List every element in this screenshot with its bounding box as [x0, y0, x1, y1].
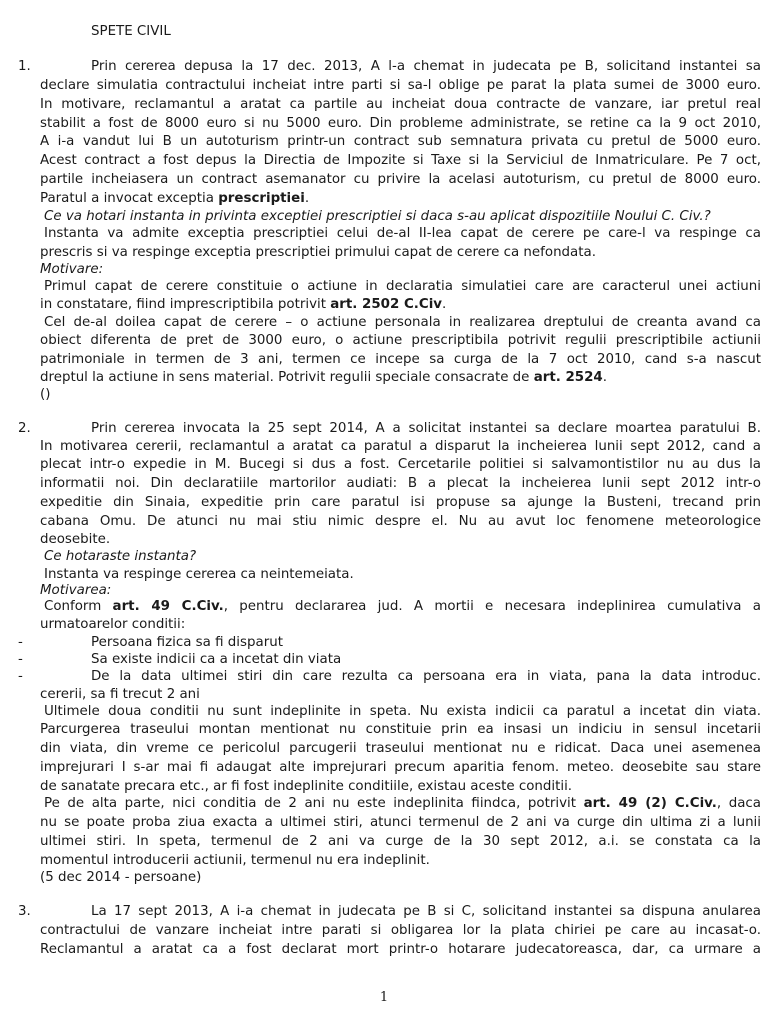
case-2-reasoning: Parcurgerea traseului montan mentionat nu constituie prin ea insasi un indiciu in sensul incetarii [40, 722, 761, 737]
case-2-note: (5 dec 2014 - persoane) [40, 870, 202, 885]
case-1-line: Prin cererea depusa la 17 dec. 2013, A l-a chemat in judecata pe B, solicitand instantei sa [91, 59, 761, 74]
article-reference: art. 2502 C.Civ [330, 297, 443, 312]
case-1-line: A i-a vandut lui B un autoturism printr-un contract sub semnatura privata cu pretul de 5000 euro. [40, 134, 761, 149]
case-3-number: 3. [18, 904, 31, 919]
case-1-line: Acest contract a fost depus la Directia de Impozite si Taxe si la Serviciul de Inmatriculare. Pe 7 oct, [40, 153, 761, 168]
case-2-reasoning: momentul introducerii actiunii, termenul nu era indeplinit. [40, 853, 430, 868]
case-1-reasoning [40, 369, 761, 386]
case-2-reasoning: ultimei stiri. In speta, termenul de 2 ani va curge de la 30 sept 2012, a.i. se constata ca la [40, 834, 761, 849]
case-3-line: contractului de vanzare incheiat intre parati si obligarea lor la plata chiriei pe care au incasat-o. [40, 923, 761, 938]
text-run: Paratul a invocat exceptia [40, 191, 219, 206]
case-2-reasoning: de sanatate precara etc., ar fi fost indeplinite conditiile, existau aceste conditii. [40, 779, 573, 794]
case-2-line: informatii noi. Din declaratiile martorilor audiati: B a plecat la incheierea lunii sept 2012 intr-o [40, 476, 761, 491]
case-1-reasoning: patrimoniale in termen de 3 ani, termen ce incepe sa curga de la 7 oct 2010, cand s-a nascut [40, 352, 761, 367]
case-2-reasoning: imprejurari I s-ar mai fi adaugat alte imprejurari precum aparitia fenom. meteo. deosebite sau stare [40, 760, 761, 775]
bullet-dash: - [18, 669, 23, 684]
case-2-reasoning [44, 795, 761, 812]
case-2-reasoning: nu se poate proba ziua exacta a ultimei stiri, atunci termenul de 2 ani va curge din ultima zi a lunii [40, 815, 761, 830]
keyword-bold: prescriptiei [218, 191, 305, 206]
case-1-reasoning: Cel de-al doilea capat de cerere – o actiune personala in realizarea dreptului de creanta avand ca [44, 315, 761, 330]
case-2-answer: Instanta va respinge cererea ca neintemeiata. [44, 567, 354, 582]
case-1-answer: Instanta va admite exceptia prescriptiei celui de-al II-lea capat de cerere pe care-l va respinge ca [44, 226, 761, 241]
case-1-reasoning: Primul capat de cerere constituie o actiune in declaratia simulatiei care are caracterul unei actiuni [44, 279, 761, 294]
condition-item-continued: cererii, sa fi trecut 2 ani [40, 687, 200, 702]
case-2-question: Ce hotaraste instanta? [44, 549, 197, 564]
case-1-number: 1. [18, 59, 31, 74]
article-reference: art. 49 C.Civ. [112, 599, 224, 614]
case-2-reasoning [44, 598, 761, 615]
case-1-line: In motivare, reclamantul a aratat ca partile au incheiat doua contracte de vanzare, iar pretul real [40, 97, 761, 112]
text-run: in constatare, fiind imprescriptibila potrivit [40, 297, 331, 312]
case-1-line [40, 190, 761, 207]
condition-item: Sa existe indicii ca a incetat din viata [91, 652, 342, 667]
case-2-number: 2. [18, 421, 31, 436]
article-reference: art. 2524 [533, 370, 603, 385]
case-1-motivare-label: Motivare: [40, 262, 104, 277]
case-2-reasoning: urmatoarelor conditii: [40, 617, 186, 632]
document-title: SPETE CIVIL [91, 24, 171, 39]
page-number: 1 [379, 990, 389, 1005]
text-run: Conform [44, 599, 113, 614]
case-2-reasoning: Ultimele doua conditii nu sunt indeplinite in speta. Nu exista indicii ca paratul a incetat din viata. [44, 704, 761, 719]
text-run: , pentru declararea jud. A mortii e necesara indeplinirea cumulativa a [223, 599, 761, 614]
text-run: . [442, 297, 447, 312]
case-1-note: () [40, 387, 51, 402]
article-reference: art. 49 (2) C.Civ. [583, 796, 717, 811]
case-3-line: Reclamantul a aratat ca a fost declarat mort printr-o hotarare judecatoreasca, dar, ca urmare a [40, 942, 761, 957]
case-2-line: deosebite. [40, 532, 111, 547]
text-run: dreptul la actiune in sens material. Potrivit regulii speciale consacrate de [40, 370, 534, 385]
case-1-line: stabilit a fost de 8000 euro si nu 5000 euro. Din probleme administrate, se retine ca la 9 oct 2010, [40, 116, 761, 131]
case-1-line: partile incheiasera un contract asemanator cu privire la acelasi autoturism, cu pretul de 8000 euro. [40, 172, 761, 187]
case-2-line: Prin cererea invocata la 25 sept 2014, A a solicitat instantei sa declare moartea paratului B. [91, 421, 761, 436]
case-3-line: La 17 sept 2013, A i-a chemat in judecata pe B si C, solicitand instantei sa dispuna anularea [91, 904, 761, 919]
case-2-reasoning: din viata, din vreme ce pericolul parcugerii traseului mentionat nu e ridicat. Daca unei asemenea [40, 741, 761, 756]
condition-item: De la data ultimei stiri din care rezulta ca persoana era in viata, pana la data introduc. [91, 669, 761, 684]
text-run: Pe de alta parte, nici conditia de 2 ani nu este indeplinita fiindca, potrivit [44, 796, 584, 811]
text-run: . [602, 370, 608, 385]
bullet-dash: - [18, 635, 23, 650]
case-1-reasoning: obiect diferenta de pret de 3000 euro, o actiune prescriptibila potrivit regulii prescriptibile actiunii [40, 333, 761, 348]
case-2-line: cabana Omu. De atunci nu mai stiu nimic despre el. Nu au avut loc fenomene meteorologice [40, 514, 761, 529]
condition-item: Persoana fizica sa fi disparut [91, 635, 283, 650]
text-run: , daca [716, 796, 761, 811]
case-2-line: In motivarea cererii, reclamantul a aratat ca paratul a disparut la incheierea lunii sept 2012, cand a [40, 439, 761, 454]
text-run: . [304, 191, 310, 206]
case-1-reasoning [40, 296, 761, 313]
bullet-dash: - [18, 652, 23, 667]
case-2-motivare-label: Motivarea: [40, 583, 112, 598]
case-2-line: plecat intr-o expedie in M. Bucegi si dus a fost. Cercetarile politiei si salvamontistilor nu au dus la [40, 457, 761, 472]
case-2-line: expeditie din Sinaia, expeditie prin care paratul isi propuse sa ajunge la Busteni, trecand prin [40, 495, 761, 510]
case-1-line: declare simulatia contractului incheiat intre parti si sa-l oblige pe parat la plata sumei de 3000 euro. [40, 78, 761, 93]
case-1-question: Ce va hotari instanta in privinta exceptiei prescriptiei si daca s-au aplicat dispozitiile Noului C. Civ.? [44, 209, 711, 224]
case-1-answer: prescris si va respinge exceptia prescriptiei primului capat de cerere ca nefondata. [40, 245, 596, 260]
